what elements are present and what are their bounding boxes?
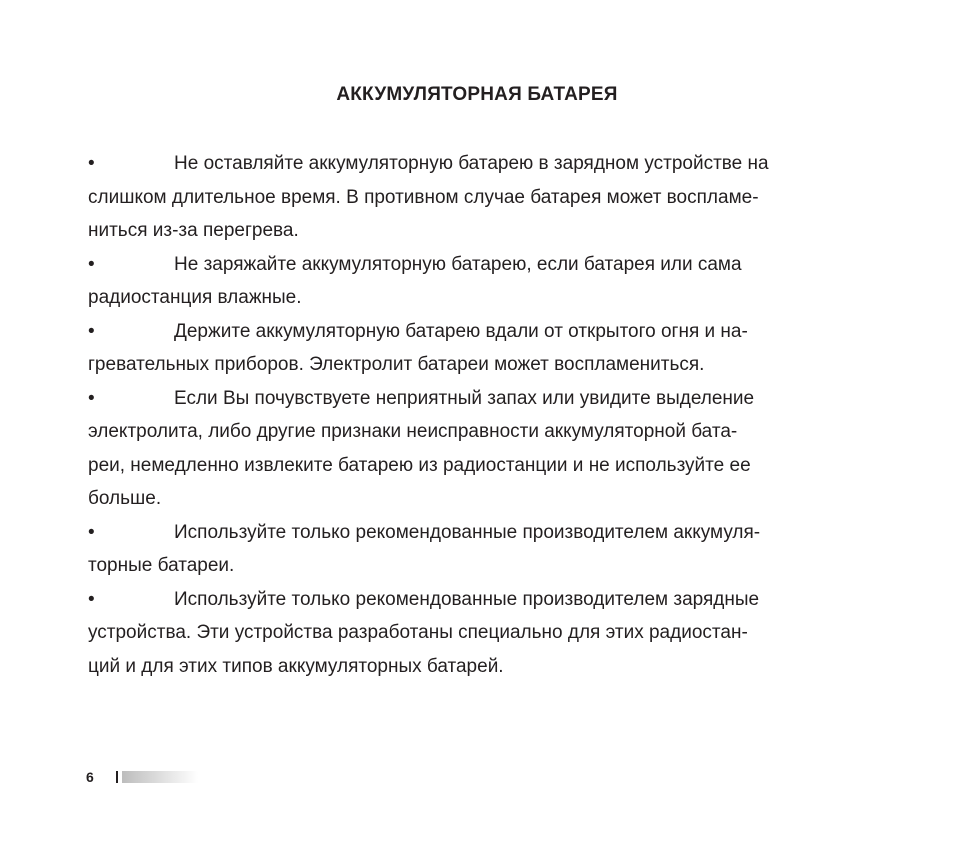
bullet-icon: • [88, 153, 95, 174]
line-text: Держите аккумуляторную батарею вдали от открытого огня и на- [174, 320, 748, 342]
bullet-paragraph [88, 382, 868, 516]
paragraph-line [88, 248, 868, 282]
footer-gradient-bar [122, 771, 198, 783]
line-text: Не заряжайте аккумуляторную батарею, если батарея или сама [174, 253, 742, 275]
paragraph-line [88, 516, 868, 550]
paragraph-line [88, 147, 868, 181]
paragraph-line: устройства. Эти устройства разработаны специально для этих радиостан- [88, 622, 748, 643]
paragraph-line: ниться из-за перегрева. [88, 220, 299, 241]
paragraph-line: радиостанция влажные. [88, 287, 302, 308]
page-number: 6 [86, 769, 94, 785]
line-text: Если Вы почувствуете неприятный запах или увидите выделение [174, 387, 755, 409]
paragraph-line: электролита, либо другие признаки неисправности аккумуляторной бата- [88, 421, 738, 442]
bullet-paragraph [88, 583, 868, 684]
bullet-icon: • [88, 521, 95, 543]
paragraph-line [88, 315, 868, 349]
bullet-icon: • [88, 253, 95, 275]
paragraph-line: больше. [88, 488, 162, 509]
line-text: Не оставляйте аккумуляторную батарею в зарядном устройстве на [174, 153, 769, 174]
paragraph-line: ций и для этих типов аккумуляторных батарей. [88, 655, 504, 677]
paragraph-line: реи, немедленно извлеките батарею из радиостанции и не используйте ее [88, 454, 751, 476]
footer-divider [116, 771, 118, 783]
paragraph-line: торные батареи. [88, 555, 235, 576]
paragraph-line [88, 382, 868, 416]
paragraph-line: слишком длительное время. В противном случае батарея может воспламе- [88, 186, 759, 208]
bullet-paragraph [88, 315, 868, 382]
body-text [88, 147, 868, 683]
bullet-icon: • [88, 387, 95, 409]
bullet-paragraph [88, 248, 868, 315]
page-footer [86, 768, 198, 786]
paragraph-line: гревательных приборов. Электролит батареи может воспламениться. [88, 354, 705, 375]
line-text: Используйте только рекомендованные производителем аккумуля- [174, 521, 761, 543]
bullet-icon: • [88, 588, 95, 610]
page-title: АККУМУЛЯТОРНАЯ БАТАРЕЯ [336, 84, 618, 105]
bullet-icon: • [88, 320, 95, 342]
line-text: Используйте только рекомендованные производителем зарядные [174, 588, 760, 610]
bullet-paragraph [88, 147, 868, 248]
paragraph-line [88, 583, 868, 617]
bullet-paragraph [88, 516, 868, 583]
